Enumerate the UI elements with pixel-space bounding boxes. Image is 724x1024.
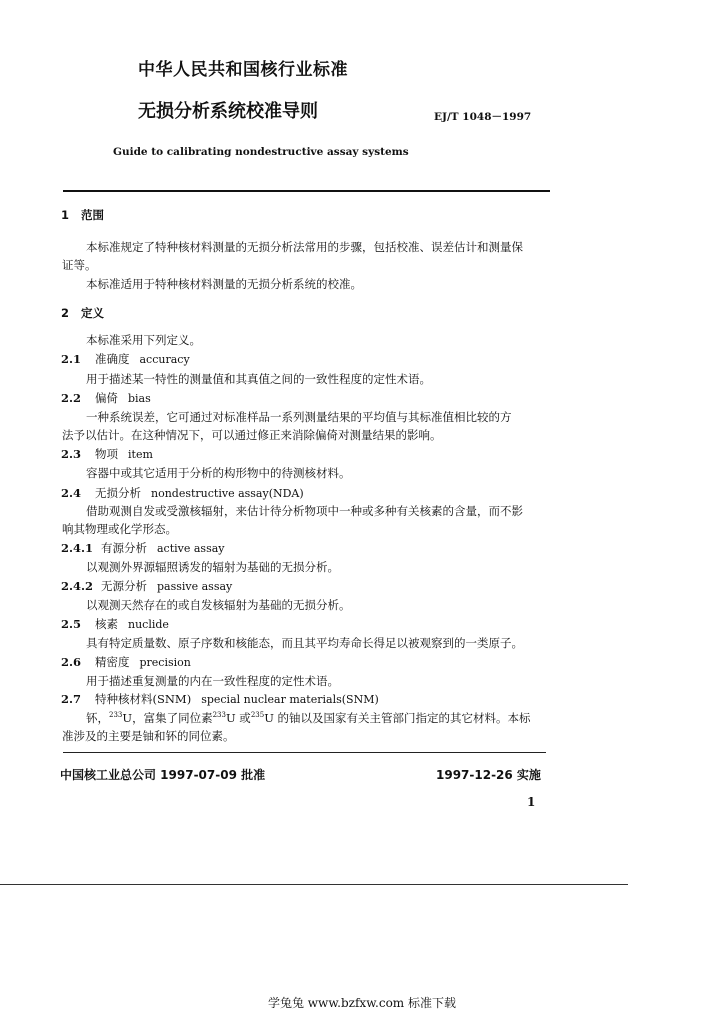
definition-2-4-header: 2.4 无损分析 nondestructive assay(NDA) <box>61 486 304 500</box>
definition-2-7-text-line-1: 钚，$^{233}$U，富集了同位素$^{233}$U 或$^{235}$U 的铀以及国家有关主管部门指定的其它材料。本标 <box>86 711 531 725</box>
definition-2-5-header: 2.5 核素 nuclide <box>61 617 169 631</box>
definition-2-4-1-header: 2.4.1 有源分析 active assay <box>61 541 225 555</box>
page-number: 1 <box>527 795 536 809</box>
definition-2-7-header: 2.7 特种核材料(SNM) special nuclear materials(SNM) <box>61 692 379 706</box>
definition-2-5-text: 具有特定质量数、原子序数和核能态，而且其平均寿命长得足以被观察到的一类原子。 <box>86 636 523 650</box>
definition-2-4-1-text: 以观测外界源辐照诱发的辐射为基础的无损分析。 <box>86 560 339 574</box>
section-1-heading: 1 范围 <box>61 208 104 222</box>
standard-code: EJ/T 1048－1997 <box>434 111 532 123</box>
definition-2-6-text: 用于描述重复测量的内在一致性程度的定性术语。 <box>86 674 339 688</box>
definition-2-4-2-text: 以观测天然存在的或自发核辐射为基础的无损分析。 <box>86 598 351 612</box>
section-2-intro: 本标准采用下列定义。 <box>86 333 201 347</box>
section-1-paragraph-1-line-2: 证等。 <box>62 258 97 272</box>
page-bottom-rule <box>0 884 628 885</box>
definition-2-4-2-header: 2.4.2 无源分析 passive assay <box>61 579 233 593</box>
section-1-paragraph-2: 本标准适用于特种核材料测量的无损分析系统的校准。 <box>86 277 362 291</box>
english-title: Guide to calibrating nondestructive assay systems <box>113 146 409 158</box>
doc-title: 无损分析系统校准导则 <box>138 101 318 122</box>
header-rule <box>63 190 550 192</box>
definition-2-6-header: 2.6 精密度 precision <box>61 655 191 669</box>
definition-2-3-header: 2.3 物项 item <box>61 447 153 461</box>
definition-2-2-header: 2.2 偏倚 bias <box>61 391 151 405</box>
definition-2-7-text-line-2: 准涉及的主要是铀和钚的同位素。 <box>62 729 235 743</box>
implementation-date: 1997-12-26 实施 <box>436 768 541 782</box>
section-1-paragraph-1-line-1: 本标准规定了特种核材料测量的无损分析法常用的步骤，包括校准、误差估计和测量保 <box>86 240 523 254</box>
definition-2-1-text: 用于描述某一特性的测量值和其真值之间的一致性程度的定性术语。 <box>86 372 431 386</box>
definition-2-2-text-line-1: 一种系统误差，它可通过对标准样品一系列测量结果的平均值与其标准值相比较的方 <box>86 410 512 424</box>
footer-rule <box>63 752 546 753</box>
definition-2-2-text-line-2: 法予以估计。在这种情况下，可以通过修正来消除偏倚对测量结果的影响。 <box>62 428 442 442</box>
section-2-heading: 2 定义 <box>61 306 104 320</box>
org-title: 中华人民共和国核行业标准 <box>138 60 348 80</box>
watermark-link[interactable]: 学兔兔 www.bzfxw.com 标准下载 <box>267 996 457 1010</box>
definition-2-3-text: 容器中或其它适用于分析的构形物中的待测核材料。 <box>86 466 351 480</box>
approval-line: 中国核工业总公司 1997-07-09 批准 <box>60 768 266 782</box>
definition-2-1-header: 2.1 准确度 accuracy <box>61 352 190 366</box>
definition-2-4-text-line-1: 借助观测自发或受激核辐射，来估计待分析物项中一种或多种有关核素的含量，而不影 <box>86 504 523 518</box>
definition-2-4-text-line-2: 响其物理或化学形态。 <box>62 522 177 536</box>
